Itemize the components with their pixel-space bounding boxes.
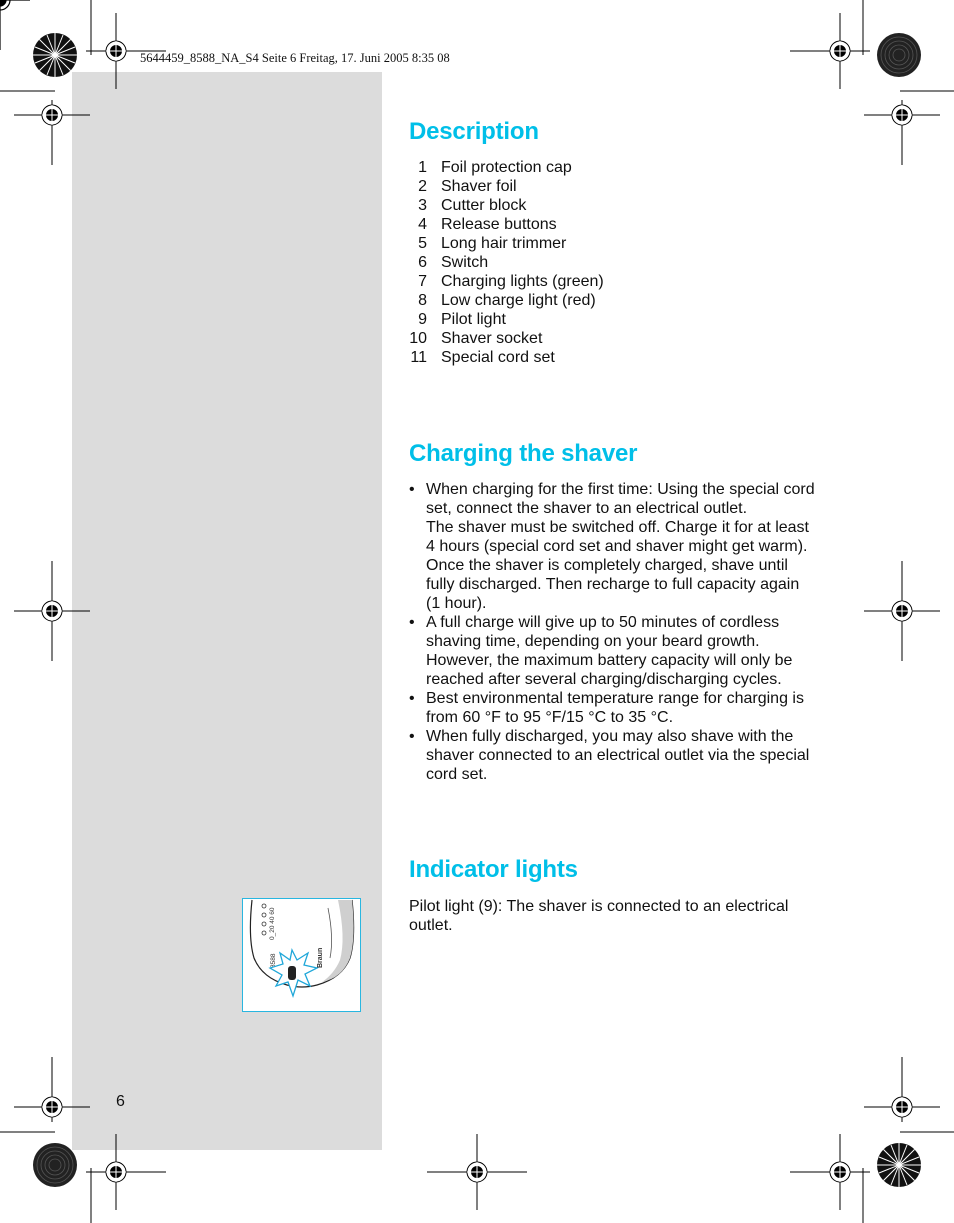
indicator-heading: Indicator lights [409,856,578,883]
description-list [405,158,604,367]
list-item: 9 Pilot light [418,311,506,328]
list-item: 11 Special cord set [410,349,555,366]
list-item: 8 Low charge light (red) [418,292,596,309]
list-item: 6 Switch [418,254,489,271]
print-slug-line: 5644459_8588_NA_S4 Seite 6 Freitag, 17. Juni 2005 8:35 08 [140,51,450,65]
brand-label: Braun [317,947,324,968]
list-item: 3 Cutter block [418,197,527,214]
star-target-bl [33,1143,77,1187]
star-target-tr [877,33,921,77]
list-item: 2 Shaver foil [418,178,517,195]
indicator-description: Pilot light (9): The shaver is connected to an electrical outlet. [409,898,789,934]
list-item: 10 Shaver socket [409,330,543,347]
description-heading: Description [409,118,539,145]
list-item: 4 Release buttons [418,216,557,233]
star-target-tl [33,33,77,77]
bullet-item: • When charging for the first time: Using the special cord set, connect the shaver to an electrical outlet. The shaver must be switched off. Charge it for at least 4 hours (special cord set and shaver might get warm). Once the shaver is completely charged, shave until fully discharged. Then recharge to full capacity again (1 hour). [409,480,839,613]
list-item: 5 Long hair trimmer [418,235,567,252]
list-item: 1 Foil protection cap [418,159,572,176]
pilot-light-icon [288,966,296,980]
shaver-pilot-light-illustration [242,898,361,1012]
charge-scale-label: 0_20 40 60 [269,907,276,940]
bullet-item: • A full charge will give up to 50 minutes of cordless shaving time, depending on your beard growth. However, the maximum battery capacity will only be reached after several charging/discharging cycles. [409,613,839,689]
model-label: 8588 [270,953,277,968]
charging-bullet-list [409,480,839,784]
bullet-item: • Best environmental temperature range for charging is from 60 °F to 95 °F/15 °C to 35 °C. [409,689,839,727]
page-number: 6 [116,1093,125,1110]
charging-heading: Charging the shaver [409,440,638,467]
bullet-item: • When fully discharged, you may also shave with the shaver connected to an electrical outlet via the special cord set. [409,727,839,784]
star-target-br [877,1143,921,1187]
list-item: 7 Charging lights (green) [418,273,604,290]
